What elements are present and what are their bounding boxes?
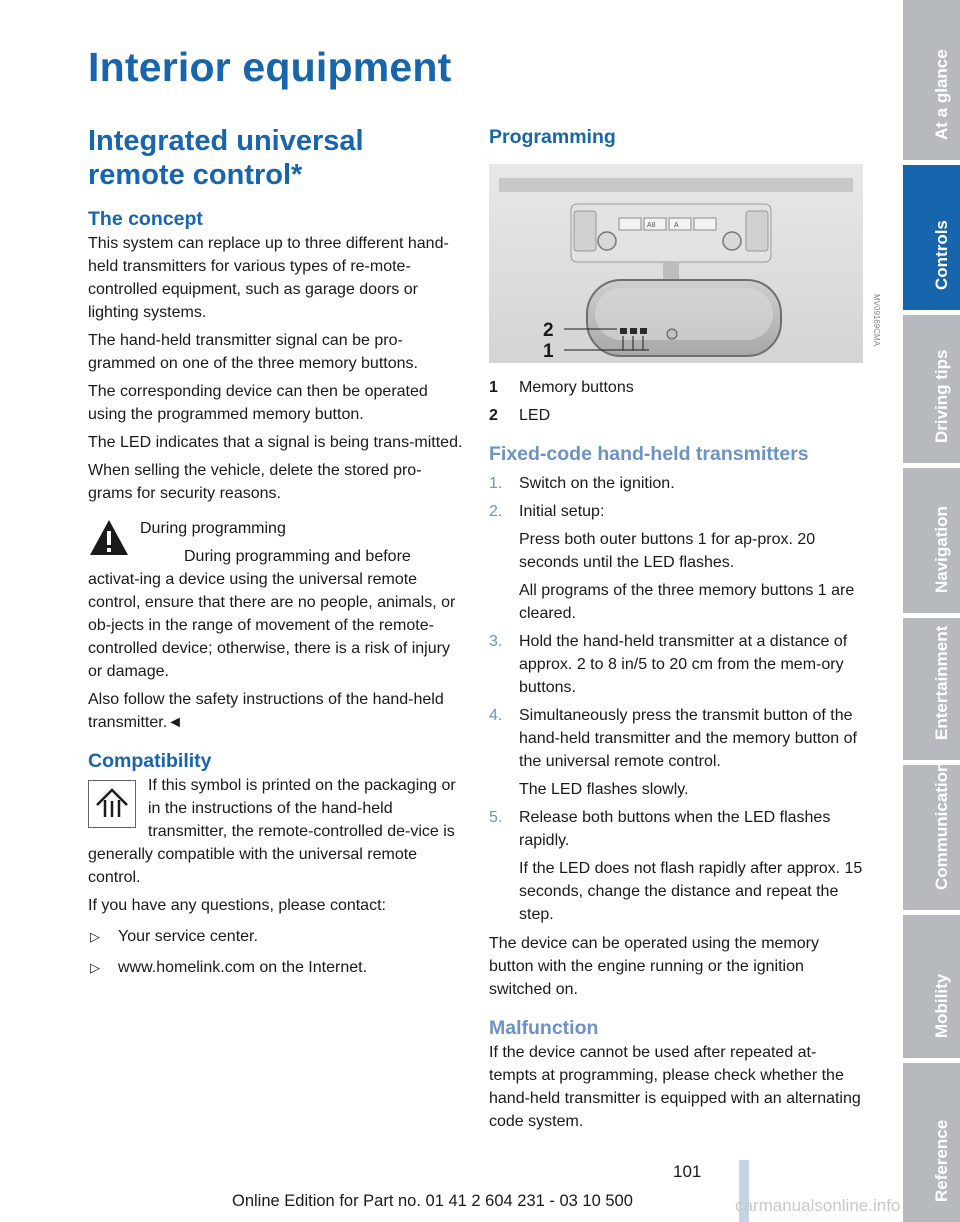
step-number: 3. xyxy=(489,633,503,650)
remote-control-figure xyxy=(489,164,881,363)
tab-label: Controls xyxy=(931,220,951,290)
contact-item: www.homelink.com on the Internet. xyxy=(118,959,368,976)
fixed-code-heading: Fixed-code hand-held transmitters xyxy=(489,443,809,465)
led-indicator xyxy=(667,329,677,339)
warning-note xyxy=(88,517,463,734)
tab-label: At a glance xyxy=(931,49,951,140)
tab-at-a-glance[interactable] xyxy=(903,0,960,160)
tab-driving-tips[interactable] xyxy=(903,315,960,463)
overhead-console xyxy=(571,204,771,262)
tab-navigation[interactable] xyxy=(903,468,960,613)
legend-item xyxy=(489,376,863,399)
chapter-tabs xyxy=(900,0,960,1222)
tab-label: Driving tips xyxy=(931,349,951,443)
legend-num: 2 xyxy=(489,407,498,424)
figure-callout-2: 2 xyxy=(543,320,554,341)
triangle-bullet-icon: ▷ xyxy=(90,929,100,944)
right-column xyxy=(489,124,881,1133)
memory-button xyxy=(630,328,637,334)
memory-button xyxy=(640,328,647,334)
warning-followup: Also follow the safety instructions of the hand-held transmitter.◄ xyxy=(88,691,444,731)
tab-mobility[interactable] xyxy=(903,915,960,1058)
step-number: 4. xyxy=(489,707,503,724)
steps-list xyxy=(489,472,863,926)
step-text: Press both outer buttons 1 for ap-prox. 20 seconds until the LED flashes. xyxy=(519,531,816,571)
after-steps-text: The device can be operated using the memory button with the engine running or the ignition switched on. xyxy=(489,935,819,998)
concept-paragraph: The corresponding device can then be operated using the programmed memory button. xyxy=(88,383,428,423)
step-text: Initial setup: xyxy=(519,503,605,520)
triangle-bullet-icon: ▷ xyxy=(90,960,100,975)
list-item xyxy=(88,925,463,948)
warning-title: During programming xyxy=(140,520,286,537)
step-text: Hold the hand-held transmitter at a distance of approx. 2 to 8 in/5 to 20 cm from the mem-ory buttons. xyxy=(519,633,848,696)
compat-text: If this symbol is printed on the packaging or in the instructions of the hand-held transmitter, the remote-controlled de-vice is generally compatible with the universal remote control. xyxy=(88,777,456,886)
concept-paragraph: When selling the vehicle, delete the stored pro-grams for security reasons. xyxy=(88,462,422,502)
homelink-house-icon xyxy=(88,780,136,828)
page-number: 101 xyxy=(673,1162,702,1181)
malfunction-text: If the device cannot be used after repeated at-tempts at programming, please check whether the hand-held transmitter is equipped with an alternating code system. xyxy=(489,1044,861,1130)
console-button xyxy=(694,218,716,230)
step-item xyxy=(489,630,863,699)
console-knob-right xyxy=(723,232,741,250)
tab-label: Mobility xyxy=(931,973,951,1038)
watermark: carmanualsonline.info xyxy=(735,1196,901,1215)
step-number: 1. xyxy=(489,475,503,492)
console-light-left xyxy=(574,211,596,251)
legend-text: LED xyxy=(519,407,551,424)
step-number: 2. xyxy=(489,503,503,520)
concept-heading: The concept xyxy=(88,208,203,230)
contact-list xyxy=(88,925,463,979)
tab-controls[interactable] xyxy=(903,165,960,310)
tab-label: Entertainment xyxy=(931,625,951,740)
step-item xyxy=(489,472,863,495)
tab-label: Communication xyxy=(931,761,951,890)
tab-communication[interactable] xyxy=(903,761,960,910)
console-button xyxy=(619,218,641,230)
figure-callout-1: 1 xyxy=(543,341,554,362)
contact-text: If you have any questions, please contact: xyxy=(88,897,386,914)
step-text: If the LED does not flash rapidly after approx. 15 seconds, change the distance and repeat the step. xyxy=(519,860,863,923)
tab-label: Navigation xyxy=(931,506,951,593)
footer-text: Online Edition for Part no. 01 41 2 604 231 - 03 10 500 xyxy=(232,1192,633,1210)
tab-label: Reference xyxy=(931,1119,951,1202)
page-title: Interior equipment xyxy=(88,44,452,90)
section-heading-remote: Integrated universal remote control* xyxy=(88,125,364,191)
step-text: All programs of the three memory buttons 1 are cleared. xyxy=(519,582,855,622)
step-text: Switch on the ignition. xyxy=(519,475,675,492)
warning-text: During programming and before activat-ing a device using the universal remote control, ensure that there are no people, animals, or ob-jects in the range of movement of the remote-controlled device; otherwise, there is a risk of injury or damage. xyxy=(88,548,456,680)
malfunction-heading: Malfunction xyxy=(489,1017,599,1039)
contact-item: Your service center. xyxy=(118,928,258,945)
tab-reference[interactable] xyxy=(903,1063,960,1222)
legend-item xyxy=(489,404,863,427)
legend-text: Memory buttons xyxy=(519,379,634,396)
step-number: 5. xyxy=(489,809,503,826)
step-text: Simultaneously press the transmit button of the hand-held transmitter and the memory button of the universal remote control. xyxy=(519,707,857,770)
step-text: Release both buttons when the LED flashes rapidly. xyxy=(519,809,831,849)
mirror-mount xyxy=(663,262,679,280)
console-light-right xyxy=(746,211,768,251)
step-text: The LED flashes slowly. xyxy=(519,781,689,798)
concept-paragraph: The hand-held transmitter signal can be pro-grammed on one of the three memory buttons. xyxy=(88,332,418,372)
left-column xyxy=(88,124,463,979)
warning-triangle-icon xyxy=(88,517,130,559)
programming-heading: Programming xyxy=(489,126,616,148)
headliner-edge xyxy=(499,178,853,192)
list-item xyxy=(88,956,463,979)
console-button xyxy=(669,218,691,230)
console-button-label: A xyxy=(674,222,679,229)
concept-paragraph: This system can replace up to three different hand-held transmitters for various types of re-mote-controlled equipment, such as garage doors or lighting systems. xyxy=(88,235,449,321)
concept-paragraph: The LED indicates that a signal is being trans-mitted. xyxy=(88,434,463,451)
memory-button xyxy=(620,328,627,334)
console-button-label: A8 xyxy=(647,222,656,229)
compat-block xyxy=(88,774,463,889)
concept-body xyxy=(88,232,463,505)
tab-entertainment[interactable] xyxy=(903,618,960,760)
step-item xyxy=(489,500,863,625)
figure-code: MV09169CMA xyxy=(872,294,881,347)
step-item xyxy=(489,704,863,801)
legend-num: 1 xyxy=(489,379,498,396)
compat-heading: Compatibility xyxy=(88,750,212,772)
step-item xyxy=(489,806,863,926)
console-knob-left xyxy=(598,232,616,250)
